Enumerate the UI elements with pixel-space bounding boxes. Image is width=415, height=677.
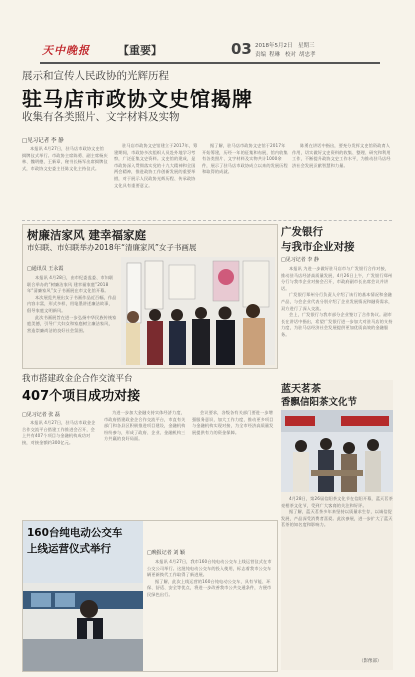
women-body bbox=[27, 275, 117, 365]
bus-byline: □晚报记者 刘 颖 bbox=[147, 550, 185, 556]
masthead-logo: 天中晚报 bbox=[42, 44, 90, 57]
bank-paragraph: 本报讯 为进一步做好驻马店市与广发银行合作对接，推动驻马店经济高质量发展，4月26日上午，广发银行郑州分行与我市企业对接会召开，市政府副市长出席会议并讲话。 bbox=[281, 266, 393, 291]
loan-headline: 407个项目成功对接 bbox=[22, 389, 141, 404]
bus-body bbox=[147, 559, 273, 667]
bus-article bbox=[22, 520, 278, 672]
loan-col-3 bbox=[192, 410, 276, 514]
lead-paragraph: 陈勇在讲话中指出，要充分发挥文史馆资政育人作用，切实做好文史资料的收集、整理、研究和利用工作，不断提升政协文史工作水平，为推动驻马店经济社会发展贡献智慧和力量。 bbox=[292, 143, 391, 168]
bank-article bbox=[281, 224, 393, 377]
editor-label: 责编 bbox=[255, 52, 267, 58]
page-number: 03 bbox=[231, 40, 252, 58]
loan-paragraph: 为进一步加大金融支持实体经济力度，市政府搭建政金企合作交流平台，市直有关部门和各县区积极推进项目建设，金融机构纷纷参与，形成了政府、企业、金融机构三方共赢的良好局面。 bbox=[104, 410, 186, 442]
lead-paragraph: 据了解，驻马店市政协文史馆于2017年开始筹建，历经一年的征集和布展，馆内收集有各类照片、文字材料及实物共计1000余件，展示了驻马店市政协成立以来的发展历程和取得的成就。 bbox=[202, 143, 288, 175]
lead-headline: 驻马店市政协文史馆揭牌 bbox=[22, 87, 253, 111]
tea-title-2: 香飘信阳茶文化节 bbox=[281, 397, 358, 408]
bank-byline: □见习记者 李 静 bbox=[281, 257, 319, 263]
women-paragraph: 此次书画展旨在进一步弘扬中华民族传统家庭美德，引导广大妇女和家庭树立廉洁家风，营造崇廉尚洁的良好社会氛围。 bbox=[27, 314, 117, 333]
tea-photo-art bbox=[281, 410, 393, 492]
tea-article bbox=[281, 380, 393, 670]
tea-title: 蓝天茗茶 bbox=[281, 384, 321, 395]
bank-paragraph: 广发银行郑州分行负责人介绍了该行的基本情况和金融产品，与会企业代表分别介绍了企业发展情况和融资需求，双方进行了深入交流。 bbox=[281, 292, 393, 311]
tea-credit: （影像部） bbox=[359, 659, 382, 664]
loan-byline: □见习记者 张 磊 bbox=[22, 412, 60, 418]
women-article bbox=[22, 224, 278, 369]
exhibition-photo bbox=[121, 257, 275, 365]
section-divider bbox=[22, 220, 392, 221]
lead-column-2 bbox=[114, 143, 198, 217]
women-paragraph: 本报讯 4月28日，由市纪委监委、市妇联联合举办的“树廉洁家风 建幸福家庭”2018年“清廉家风”女子书画展在市文化馆开幕。 bbox=[27, 275, 114, 294]
bank-title-2: 与我市企业对接 bbox=[281, 241, 355, 253]
loan-article bbox=[22, 372, 276, 517]
masthead-rule bbox=[40, 62, 380, 64]
bus-paragraph: 据了解，此次上线运营的160台纯电动公交车，具有节能、环保、舒适、安全等优点，将进一步改善我市公共交通条件，方便市民绿色出行。 bbox=[147, 578, 272, 597]
loan-paragraph: 本报讯 4月27日，驻马店市政金企合作交流平台搭建工作推进会召开，会上共有407个项目与金融机构成功对接，对接金额约300亿元。 bbox=[22, 420, 96, 445]
bank-paragraph: 会上，广发银行与我市部分企业签订了合作协议。副市长在讲话中指出，希望广发银行进一步加大对驻马店的支持力度，为驻马店经济社会发展提供更加优质高效的金融服务。 bbox=[281, 312, 393, 337]
women-paragraph: 本次展览共展出女子书画作品近百幅，作品内容丰富，形式多样，用笔墨讲述廉洁故事，倡导家庭文明新风。 bbox=[27, 294, 117, 313]
lead-kicker: 展示和宣传人民政协的光辉历程 bbox=[22, 70, 169, 82]
editor-name: 程琳 bbox=[269, 52, 281, 58]
tea-paragraph: 据了解，蓝天茗茶多年来坚持以质量求生存，以诚信促发展，产品深受消费者喜爱。此次参展，进一步扩大了蓝天茗茶的知名度和影响力。 bbox=[281, 509, 393, 528]
bank-title: 广发银行 bbox=[281, 226, 323, 238]
tea-photo bbox=[281, 410, 393, 492]
lead-subhead: 收集有各类照片、文字材料及实物 bbox=[22, 111, 180, 123]
loan-col-2 bbox=[104, 410, 186, 514]
loan-col-1 bbox=[22, 420, 98, 514]
women-title: 树廉洁家风 建幸福家庭 bbox=[27, 228, 147, 242]
tea-paragraph: 4月28日，第26届信阳茶文化节在信阳开幕，蓝天茗茶亮相茶文化节，受到广大客商的关注和好评。 bbox=[281, 496, 393, 508]
lead-column-1 bbox=[22, 146, 108, 216]
bus-headline-2: 上线运营仪式举行 bbox=[27, 543, 111, 555]
proof-label: 校对 bbox=[285, 52, 297, 58]
issue-weekday: 星期三 bbox=[298, 43, 315, 49]
women-byline: □通讯员 王永霞 bbox=[27, 266, 64, 272]
lead-byline: □见习记者 李 静 bbox=[22, 138, 64, 144]
lead-column-4 bbox=[292, 143, 392, 217]
loan-kicker: 我市搭建政金企合作交流平台 bbox=[22, 374, 133, 384]
issue-date: 2018年5月2日 bbox=[255, 43, 293, 49]
proof-name: 胡忠孝 bbox=[299, 52, 316, 58]
bus-paragraph: 本报讯 4月27日，我市160台纯电动公交车上线运营仪式在市公交公司举行。这批纯电动公交车的投入使用，标志着我市公交车辆更新换代工作取得了新进展。 bbox=[147, 559, 272, 578]
lead-headline-block bbox=[22, 68, 392, 130]
lead-column-3 bbox=[202, 143, 288, 217]
section-label: 【重要】 bbox=[118, 44, 162, 57]
women-subtitle: 市妇联、市妇联举办2018年“清廉家风”女子书画展 bbox=[27, 243, 197, 252]
lead-paragraph: 本报讯 4月27日，驻马店市政协文史馆揭牌仪式举行。市政协主席陈勇、副主席杨庆林、魏明德，王新章，秘书长杨军出席揭牌仪式，市政协文史委主任陈文化主持仪式。 bbox=[22, 146, 108, 171]
exhibition-photo-art bbox=[121, 257, 275, 365]
loan-paragraph: 会议要求，各级各有关部门要进一步增强服务意识，加大工作力度，推动更多项目与金融机构实现对接，为全市经济高质量发展提供有力的资金保障。 bbox=[192, 410, 274, 435]
tea-body bbox=[281, 496, 393, 656]
lead-paragraph: 驻马店市政协文史馆建立于2017年，筹建期间，市政协多次组织人员赴外地学习考察，广泛征集文史资料。文史馆的建成，是市政协深入贯彻落实党的十九大精神和全国两会精神，推进政协工作创新发展的重要举措，对于展示人民政协光辉历程、传承政协文化具有重要意义。 bbox=[114, 143, 198, 188]
bus-headline-1: 160台纯电动公交车 bbox=[27, 527, 123, 539]
masthead bbox=[0, 0, 415, 64]
